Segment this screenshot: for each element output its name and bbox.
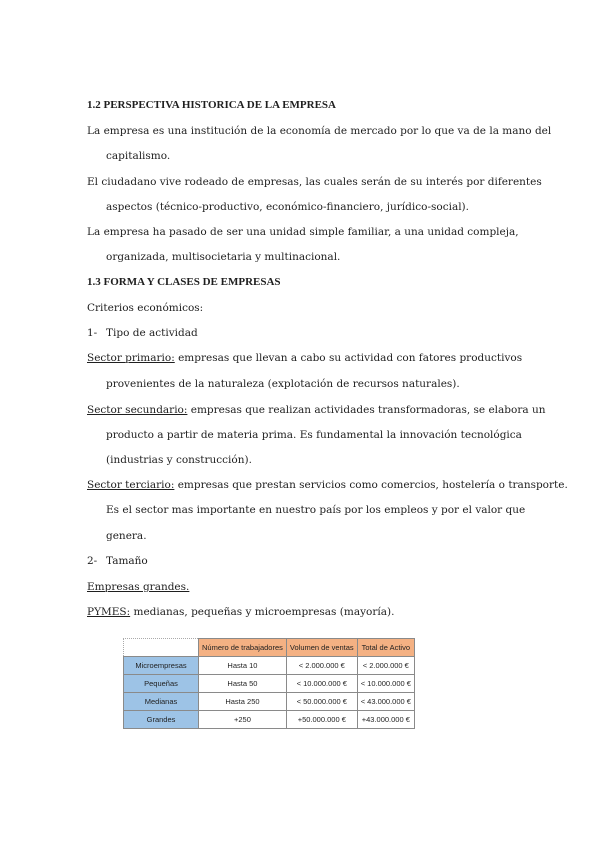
- paragraph-text: medianas, pequeñas y microempresas (mayoría).: [130, 606, 395, 618]
- table-cell: < 10.000.000 €: [357, 675, 414, 693]
- paragraph-line: [87, 403, 545, 417]
- paragraph-line: producto a partir de materia prima. Es fundamental la innovación tecnológica: [106, 429, 522, 441]
- paragraph-line: La empresa es una institución de la economía de mercado por lo que va de la mano del: [87, 125, 552, 137]
- sector-primario-label: Sector primario:: [87, 352, 175, 364]
- list-number: 1-: [87, 327, 98, 339]
- sector-terciario-label: Sector terciario:: [87, 479, 175, 491]
- table-cell: Hasta 50: [199, 675, 287, 693]
- paragraph-line: [87, 605, 394, 619]
- paragraph-line: Es el sector mas importante en nuestro país por los empleos y por el valor que: [106, 504, 526, 516]
- list-item: [87, 326, 198, 340]
- paragraph-line: provenientes de la naturaleza (explotación de recursos naturales).: [106, 378, 460, 390]
- table-cell: < 43.000.000 €: [357, 693, 414, 711]
- table-row-header: Microempresas: [124, 657, 199, 675]
- paragraph-line: La empresa ha pasado de ser una unidad simple familiar, a una unidad compleja,: [87, 226, 519, 238]
- table-header-cell: Número de trabajadores: [199, 639, 287, 657]
- company-size-table: [123, 638, 415, 729]
- paragraph-line: (industrias y construcción).: [106, 454, 252, 466]
- table-cell: Hasta 10: [199, 657, 287, 675]
- criteria-text: Criterios económicos:: [87, 302, 204, 314]
- table-row: [124, 657, 415, 675]
- table-header-cell: Volumen de ventas: [286, 639, 357, 657]
- table-row-header: Medianas: [124, 693, 199, 711]
- list-item: [87, 554, 148, 568]
- table-cell: +43.000.000 €: [357, 711, 414, 729]
- paragraph-text: empresas que realizan actividades transformadoras, se elabora un: [187, 404, 546, 416]
- table-row-header: Grandes: [124, 711, 199, 729]
- paragraph-line: genera.: [106, 530, 147, 542]
- paragraph-line: El ciudadano vive rodeado de empresas, las cuales serán de su interés por diferentes: [87, 176, 542, 188]
- table-row: [124, 675, 415, 693]
- empresas-grandes-label: Empresas grandes.: [87, 581, 190, 593]
- table-cell: +50.000.000 €: [286, 711, 357, 729]
- section-1-3-title: 1.3 FORMA Y CLASES DE EMPRESAS: [87, 276, 281, 288]
- table-header-row: [124, 639, 415, 657]
- sector-secundario-label: Sector secundario:: [87, 404, 188, 416]
- table-cell: < 2.000.000 €: [286, 657, 357, 675]
- paragraph-line: capitalismo.: [106, 150, 171, 162]
- paragraph-text: empresas que prestan servicios como comercios, hostelería o transporte.: [174, 479, 568, 491]
- table-header-cell: Total de Activo: [357, 639, 414, 657]
- table-cell: < 2.000.000 €: [357, 657, 414, 675]
- table-cell: Hasta 250: [199, 693, 287, 711]
- list-number: 2-: [87, 555, 98, 567]
- table-cell: < 50.000.000 €: [286, 693, 357, 711]
- table-corner-cell: [124, 639, 199, 657]
- pymes-label: PYMES:: [87, 606, 131, 618]
- table-row: [124, 711, 415, 729]
- paragraph-text: empresas que llevan a cabo su actividad con fatores productivos: [174, 352, 523, 364]
- paragraph-line: aspectos (técnico-productivo, económico-financiero, jurídico-social).: [106, 201, 469, 213]
- table-cell: +250: [199, 711, 287, 729]
- paragraph-line: [87, 351, 522, 365]
- list-item-text: Tamaño: [106, 555, 148, 567]
- table-row: [124, 693, 415, 711]
- list-item-text: Tipo de actividad: [106, 327, 198, 339]
- table-row-header: Pequeñas: [124, 675, 199, 693]
- paragraph-line: [87, 478, 568, 492]
- paragraph-line: organizada, multisocietaria y multinacional.: [106, 251, 341, 263]
- section-1-2-title: 1.2 PERSPECTIVA HISTORICA DE LA EMPRESA: [87, 99, 336, 111]
- table-cell: < 10.000.000 €: [286, 675, 357, 693]
